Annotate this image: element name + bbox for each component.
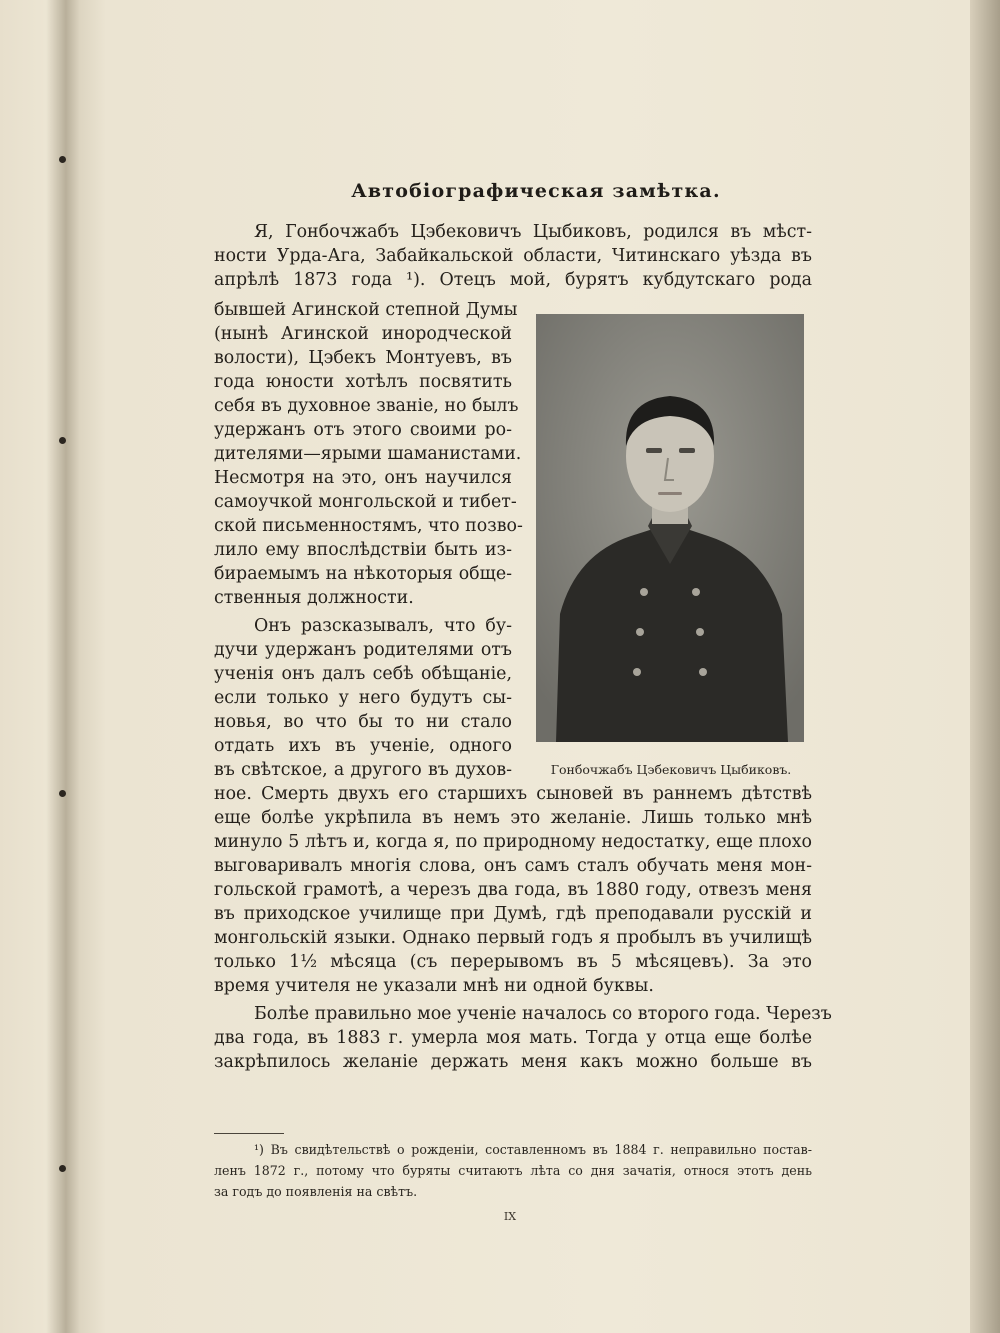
- text-line: Болѣе правильно мое ученіе началось со второго года. Черезъ: [254, 1004, 832, 1024]
- portrait-photo: [536, 314, 804, 742]
- text-line: дителями—ярыми шаманистами.: [214, 444, 522, 464]
- facing-page-edge: [0, 0, 66, 1333]
- text-line: дучи удержанъ родителями отъ: [214, 640, 512, 660]
- text-line: себя въ духовное званіе, но былъ: [214, 396, 519, 416]
- binding-hole: [59, 437, 66, 444]
- text-line: бираемымъ на нѣкоторыя обще-: [214, 564, 512, 584]
- binding-hole: [59, 156, 66, 163]
- text-line: лило ему впослѣдствіи быть из-: [214, 540, 512, 560]
- text-line: ученія онъ далъ себѣ обѣщаніе,: [214, 664, 512, 684]
- text-line: ской письменностямъ, что позво-: [214, 516, 523, 536]
- text-line: отдать ихъ въ ученіе, одного: [214, 736, 512, 756]
- portrait-image: [536, 314, 804, 742]
- binding-hole: [59, 790, 66, 797]
- text-line: только 1½ мѣсяца (съ перерывомъ въ 5 мѣсяцевъ). За это: [214, 952, 812, 972]
- text-line: апрѣлѣ 1873 года ¹). Отецъ мой, бурятъ кубдутскаго рода: [214, 270, 812, 290]
- text-line: новья, во что бы то ни стало: [214, 712, 512, 732]
- text-line: гольской грамотѣ, а черезъ два года, въ 1880 году, отвезъ меня: [214, 880, 812, 900]
- binding-hole: [59, 1165, 66, 1172]
- page-title: Автобіографическая замѣтка.: [351, 180, 721, 202]
- text-line: закрѣпилось желаніе держать меня какъ можно больше въ: [214, 1052, 812, 1072]
- text-line: (нынѣ Агинской инородческой: [214, 324, 512, 344]
- text-line: два года, въ 1883 г. умерла моя мать. Тогда у отца еще болѣе: [214, 1028, 812, 1048]
- text-line: удержанъ отъ этого своими ро-: [214, 420, 512, 440]
- text-line: Несмотря на это, онъ научился: [214, 468, 512, 488]
- footnote-rule: [214, 1133, 284, 1134]
- text-line: еще болѣе укрѣпила въ немъ это желаніе. Лишь только мнѣ: [214, 808, 812, 828]
- text-line: минуло 5 лѣтъ и, когда я, по природному недостатку, еще плохо: [214, 832, 812, 852]
- footnote-line: ¹) Въ свидѣтельствѣ о рожденіи, составленномъ въ 1884 г. неправильно постав-: [254, 1142, 812, 1157]
- text-line: ственныя должности.: [214, 588, 414, 608]
- text-line: выговаривалъ многія слова, онъ самъ сталъ обучать меня мон-: [214, 856, 812, 876]
- footnote-line: ленъ 1872 г., потому что буряты считаютъ лѣта со дня зачатія, относя этотъ день: [214, 1163, 812, 1178]
- text-line: ное. Смерть двухъ его старшихъ сыновей въ раннемъ дѣтствѣ: [214, 784, 812, 804]
- text-line: самоучкой монгольской и тибет-: [214, 492, 517, 512]
- text-line: бывшей Агинской степной Думы: [214, 300, 518, 320]
- text-line: монгольскій языки. Однако первый годъ я пробылъ въ училищѣ: [214, 928, 812, 948]
- text-line: Онъ разсказывалъ, что бу-: [254, 616, 512, 636]
- page-number: IX: [503, 1210, 517, 1223]
- footnote-line: за годъ до появленія на свѣтъ.: [214, 1184, 418, 1199]
- text-line: время учителя не указали мнѣ ни одной буквы.: [214, 976, 654, 996]
- text-line: Я, Гонбочжабъ Цэбековичъ Цыбиковъ, родился въ мѣст-: [254, 222, 812, 242]
- text-line: ности Урда-Ага, Забайкальской области, Читинскаго уѣзда въ: [214, 246, 812, 266]
- page-edges: [970, 0, 1000, 1333]
- text-line: въ свѣтское, а другого въ духов-: [214, 760, 512, 780]
- text-line: волости), Цэбекъ Монтуевъ, въ: [214, 348, 512, 368]
- photo-caption: Гонбочжабъ Цэбековичъ Цыбиковъ.: [550, 762, 792, 777]
- text-line: въ приходское училище при Думѣ, гдѣ преподавали русскій и: [214, 904, 812, 924]
- text-line: года юности хотѣлъ посвятить: [214, 372, 512, 392]
- text-line: если только у него будутъ сы-: [214, 688, 512, 708]
